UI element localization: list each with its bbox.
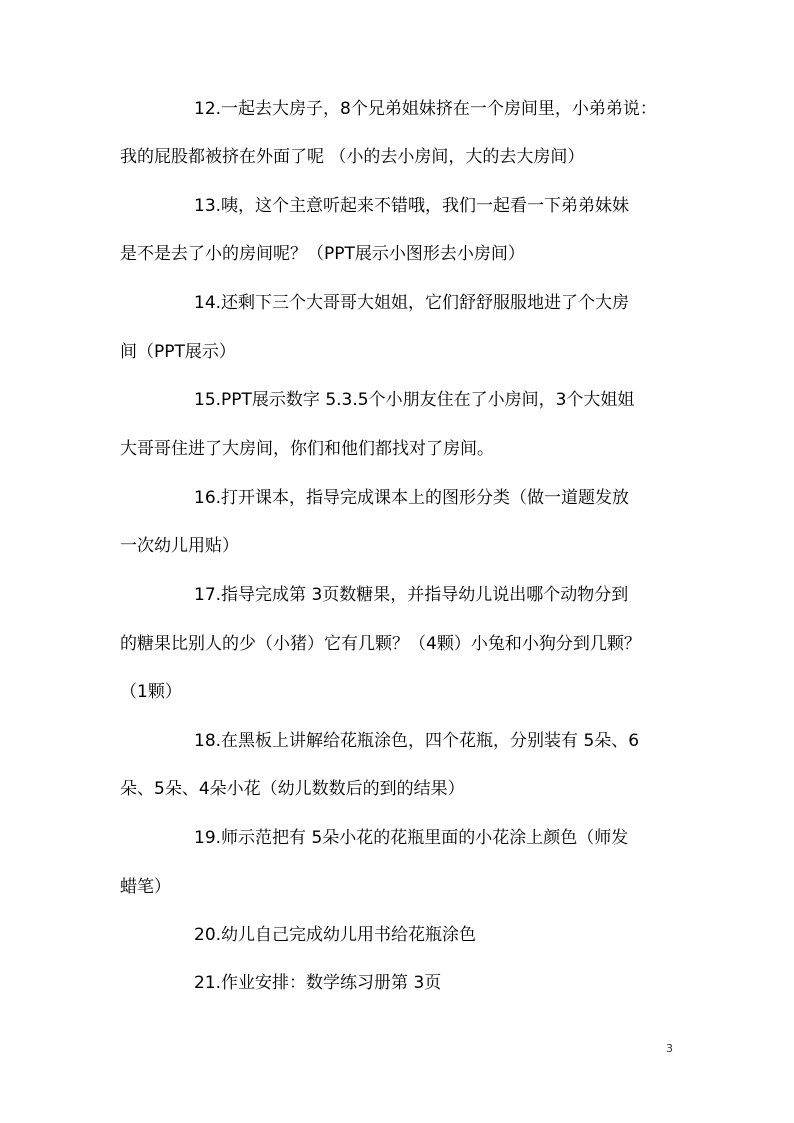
paragraph-14-line-2: 间（PPT展示）: [120, 342, 236, 362]
paragraph-20-line-1: 20.幼儿自己完成幼儿用书给花瓶涂色: [194, 925, 477, 945]
paragraph-18-line-1: 18.在黑板上讲解给花瓶涂色，四个花瓶，分别装有 5朵、6: [194, 731, 640, 751]
paragraph-14-line-1: 14.还剩下三个大哥哥大姐姐，它们舒舒服服地进了个大房: [194, 293, 630, 313]
paragraph-13-line-2: 是不是去了小的房间呢？（PPT展示小图形去小房间）: [120, 244, 525, 264]
paragraph-19-line-1: 19.师示范把有 5朵小花的花瓶里面的小花涂上颜色（师发: [194, 828, 629, 848]
paragraph-17-line-1: 17.指导完成第 3页数糖果，并指导幼儿说出哪个动物分到: [194, 585, 629, 605]
paragraph-21-line-1: 21.作业安排：数学练习册第 3页: [194, 973, 442, 993]
paragraph-16-line-1: 16.打开课本，指导完成课本上的图形分类（做一道题发放: [194, 488, 630, 508]
paragraph-12-line-2: 我的屁股都被挤在外面了呢 （小的去小房间，大的去大房间）: [120, 147, 585, 167]
paragraph-15-line-2: 大哥哥住进了大房间，你们和他们都找对了房间。: [120, 439, 494, 459]
page-number: 3: [666, 1042, 673, 1055]
paragraph-15-line-1: 15.PPT展示数字 5.3.5个小朋友住在了小房间，3个大姐姐: [194, 390, 635, 410]
paragraph-16-line-2: 一次幼儿用贴）: [120, 536, 239, 556]
paragraph-12-line-1: 12.一起去大房子，8个兄弟姐妹挤在一个房间里，小弟弟说：: [194, 99, 657, 119]
paragraph-17-line-3: （1颗）: [120, 682, 182, 702]
paragraph-17-line-2: 的糖果比别人的少（小猪）它有几颗？（4颗）小兔和小狗分到几颗？: [120, 634, 641, 654]
paragraph-18-line-2: 朵、5朵、4朵小花（幼儿数数后的到的结果）: [120, 779, 465, 799]
paragraph-19-line-2: 蜡笔）: [120, 877, 171, 897]
paragraph-13-line-1: 13.咦，这个主意听起来不错哦，我们一起看一下弟弟妹妹: [194, 196, 630, 216]
